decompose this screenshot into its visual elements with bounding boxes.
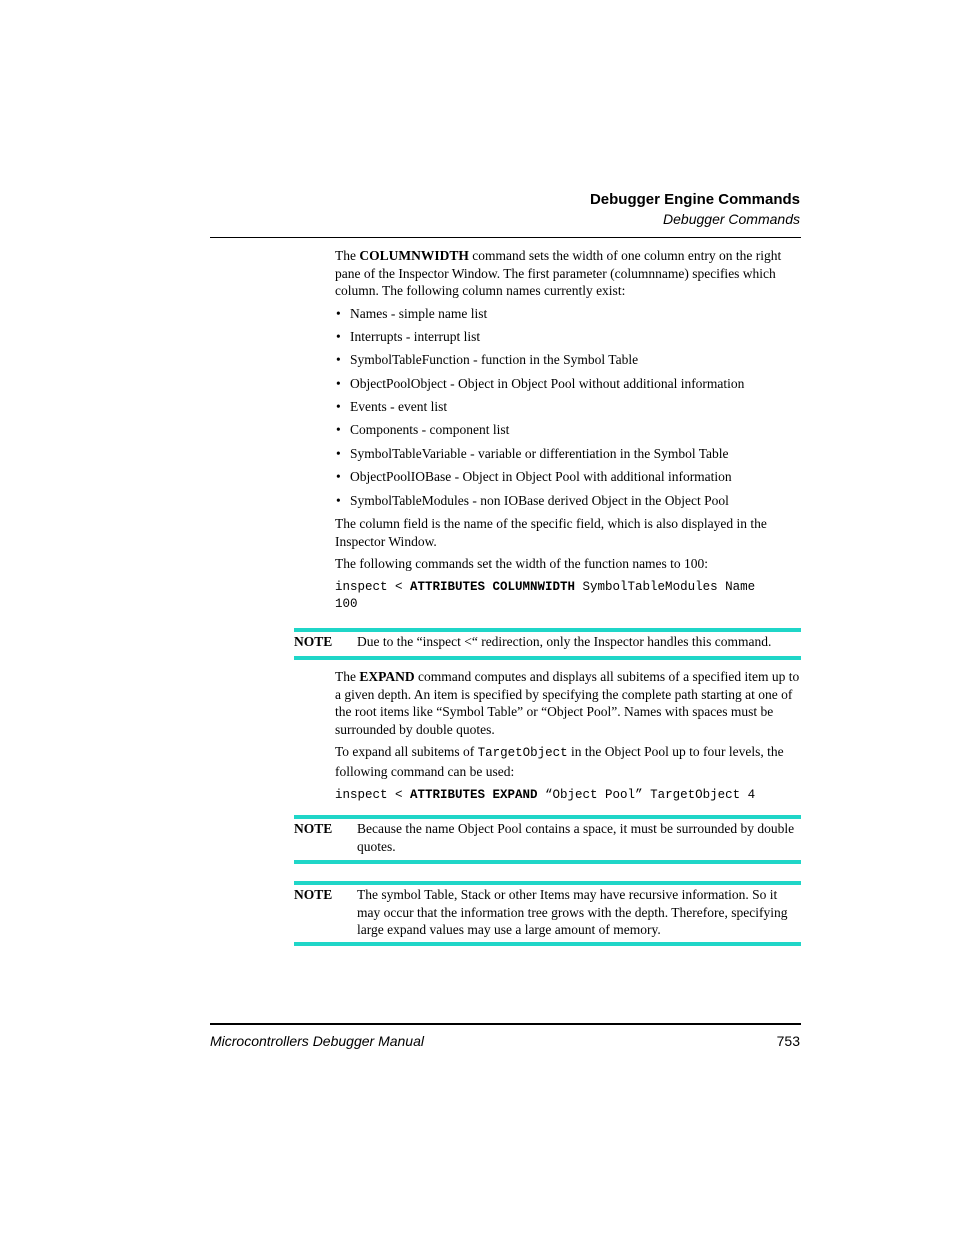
section-subtitle: Debugger Commands bbox=[663, 211, 800, 227]
target-object-code: TargetObject bbox=[477, 746, 568, 760]
list-item: • Events - event list bbox=[335, 398, 801, 421]
list-item: • SymbolTableVariable - variable or differentiation in the Symbol Table bbox=[335, 445, 801, 468]
note-text: Because the name Object Pool contains a space, it must be surrounded by double quotes. bbox=[357, 821, 795, 854]
expand-keyword: EXPAND bbox=[359, 669, 415, 684]
list-item: • ObjectPoolObject - Object in Object Pool without additional information bbox=[335, 375, 801, 398]
list-item: • SymbolTableFunction - function in the Symbol Table bbox=[335, 351, 801, 374]
list-item: • Components - component list bbox=[335, 421, 801, 444]
note-label: NOTE bbox=[294, 634, 333, 649]
note-box-recursive-information bbox=[294, 881, 801, 948]
note-bottom-bar bbox=[294, 656, 801, 660]
expand-intro: The EXPAND command computes and displays all subitems of a specified item up to a given depth. An item is specified by specifying the complete path starting at one of the root items like “Symbol Table” or “Object Pool”. Names with spaces must be surrounded by double quotes. bbox=[335, 669, 800, 737]
expand-section bbox=[335, 668, 801, 805]
columnwidth-section bbox=[335, 247, 801, 614]
note-box-object-pool-quotes bbox=[294, 815, 801, 865]
note-text: Due to the “inspect <“ redirection, only the Inspector handles this command. bbox=[357, 634, 772, 649]
list-item: • Names - simple name list bbox=[335, 305, 801, 328]
expand-code: inspect < ATTRIBUTES EXPAND “Object Pool” TargetObject 4 bbox=[335, 788, 756, 802]
list-item: • SymbolTableModules - non IOBase derived Object in the Object Pool bbox=[335, 492, 801, 515]
note-bottom-bar bbox=[294, 942, 801, 946]
list-item: • Interrupts - interrupt list bbox=[335, 328, 801, 351]
note-top-bar bbox=[294, 815, 801, 819]
note-top-bar bbox=[294, 881, 801, 885]
example-paragraph: The following commands set the width of the function names to 100: bbox=[335, 556, 709, 572]
note-text: The symbol Table, Stack or other Items may have recursive information. So it may occur that the information tree grows with the depth. Therefore, specifying large expand values may use a large amount of memory. bbox=[357, 887, 788, 937]
note-label: NOTE bbox=[294, 821, 333, 836]
column-names-list bbox=[335, 305, 801, 516]
note-box-inspector-redirection bbox=[294, 628, 801, 661]
column-field-paragraph: The column field is the name of the specific field, which is also displayed in the Inspector Window. bbox=[335, 516, 767, 549]
note-top-bar bbox=[294, 628, 801, 632]
columnwidth-intro: The COLUMNWIDTH command sets the width of one column entry on the right pane of the Inspector Window. The first parameter (columnname) specifies which column. The following column names currently exist: bbox=[335, 248, 782, 298]
columnwidth-keyword: COLUMNWIDTH bbox=[359, 248, 469, 263]
note-bottom-bar bbox=[294, 860, 801, 864]
page-number: 753 bbox=[776, 1033, 800, 1049]
columnwidth-code: inspect < ATTRIBUTES COLUMNWIDTH SymbolTableModules Name 100 bbox=[335, 579, 756, 612]
header-rule bbox=[210, 237, 801, 238]
expand-paragraph: To expand all subitems of TargetObject in the Object Pool up to four levels, the following command can be used: bbox=[335, 744, 784, 779]
chapter-title: Debugger Engine Commands bbox=[589, 191, 800, 208]
note-label: NOTE bbox=[294, 887, 333, 902]
manual-title: Microcontrollers Debugger Manual bbox=[210, 1033, 424, 1049]
list-item: • ObjectPoolIOBase - Object in Object Pool with additional information bbox=[335, 468, 801, 491]
footer-rule bbox=[210, 1023, 801, 1025]
